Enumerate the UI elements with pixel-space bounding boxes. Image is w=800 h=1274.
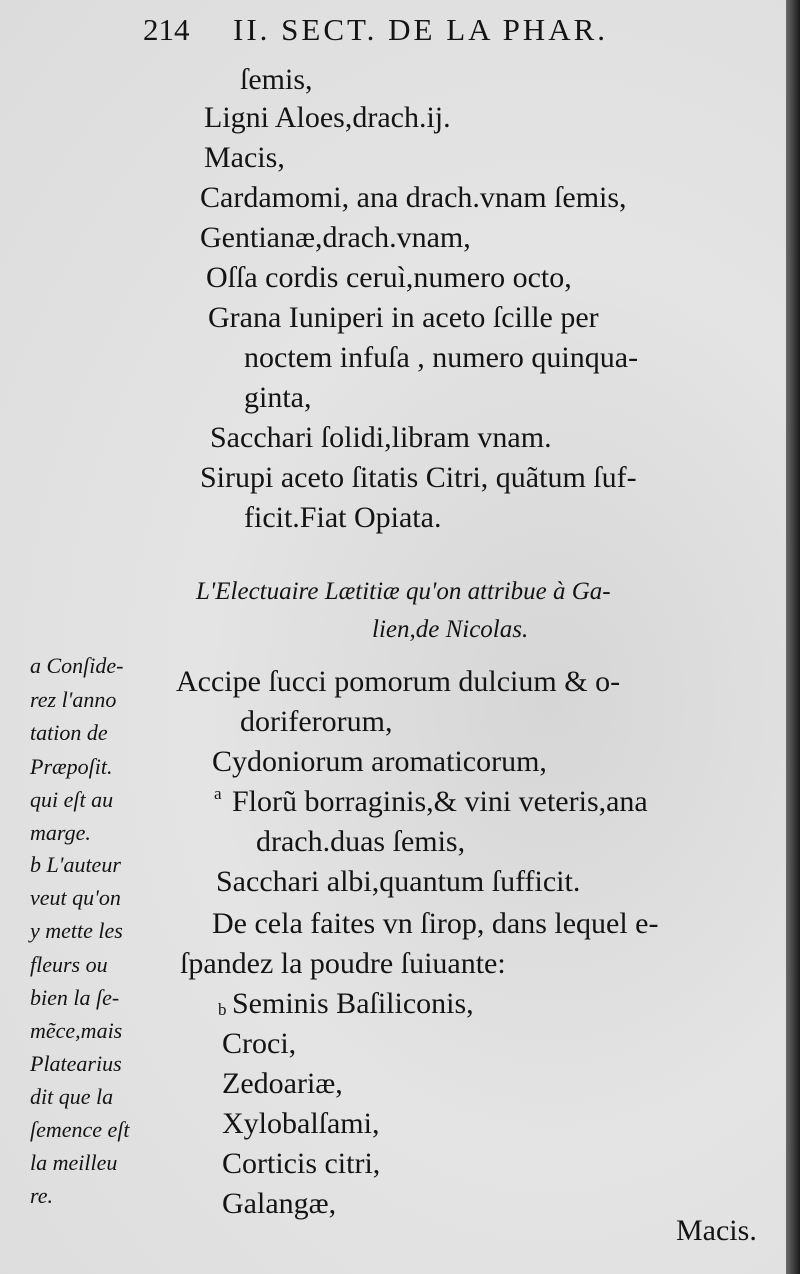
margin-note-line: Platearius bbox=[30, 1051, 122, 1076]
margin-note-line: Præpoſit. bbox=[30, 754, 113, 779]
recipe-line: Sirupi aceto ſitatis Citri, quãtum ſuf- bbox=[200, 461, 637, 494]
recipe-line: Corticis citri, bbox=[222, 1147, 381, 1180]
recipe-line: Galangæ, bbox=[222, 1187, 337, 1220]
margin-note-line: rez l'anno bbox=[30, 687, 117, 712]
margin-note-line: y mette les bbox=[30, 918, 123, 943]
recipe-line: Grana Iuniperi in aceto ſcille per bbox=[208, 301, 599, 334]
recipe-line: De cela faites vn ſirop, dans lequel e- bbox=[212, 907, 659, 940]
margin-note-line: dit que la bbox=[30, 1084, 114, 1109]
catchword: Macis. bbox=[676, 1214, 757, 1247]
recipe-line: drach.duas ſemis, bbox=[256, 825, 466, 858]
margin-note-line: b L'auteur bbox=[30, 852, 121, 877]
recipe-line: Accipe ſucci pomorum dulcium & o- bbox=[176, 665, 621, 698]
recipe-line: Sacchari ſolidi,libram vnam. bbox=[210, 421, 552, 454]
recipe-line: Macis, bbox=[204, 141, 285, 174]
recipe-line: ginta, bbox=[244, 381, 312, 414]
recipe-line: Seminis Baſiliconis, bbox=[232, 987, 474, 1020]
page-number: 214 bbox=[143, 12, 190, 47]
recipe-line: Florũ borraginis,& vini veteris,ana bbox=[232, 785, 648, 818]
note-mark-a: a bbox=[214, 784, 222, 803]
margin-note-line: fleurs ou bbox=[30, 952, 108, 977]
recipe-line: Sacchari albi,quantum ſufficit. bbox=[216, 865, 581, 898]
heading-line: L'Electuaire Lætitiæ qu'on attribue à Ga- bbox=[196, 578, 611, 605]
recipe-line: Croci, bbox=[222, 1027, 297, 1060]
margin-note-line: veut qu'on bbox=[30, 885, 121, 910]
margin-note-line: marge. bbox=[30, 820, 91, 845]
recipe-line: ſpandez la poudre ſuiuante: bbox=[180, 947, 506, 980]
margin-note-line: bien la ſe- bbox=[30, 985, 120, 1010]
margin-note-line: tation de bbox=[30, 720, 108, 745]
note-mark-b: b bbox=[218, 1000, 227, 1019]
heading-line: lien,de Nicolas. bbox=[372, 616, 529, 643]
margin-note-line: qui eſt au bbox=[30, 787, 114, 812]
recipe-line: Oſſa cordis ceruì,numero octo, bbox=[206, 261, 572, 294]
margin-note-line: ſemence eſt bbox=[30, 1117, 130, 1142]
recipe-line: noctem infuſa , numero quinqua- bbox=[244, 341, 639, 374]
page-header bbox=[143, 12, 743, 52]
recipe-line: Xylobalſami, bbox=[222, 1107, 380, 1140]
recipe-line: Gentianæ,drach.vnam, bbox=[200, 221, 471, 254]
margin-note-line: mẽce,mais bbox=[30, 1018, 123, 1043]
margin-note-line: la meilleu bbox=[30, 1150, 118, 1175]
running-title: II. SECT. DE LA PHAR. bbox=[233, 12, 609, 47]
margin-note-line: re. bbox=[30, 1183, 54, 1208]
recipe-line: doriferorum, bbox=[240, 705, 393, 738]
recipe-line: Zedoariæ, bbox=[222, 1067, 343, 1100]
margin-note-line: a Conſide- bbox=[30, 653, 124, 678]
page-edge-shadow bbox=[786, 0, 800, 1274]
recipe-line: ſemis, bbox=[240, 63, 313, 96]
recipe-line: Cydoniorum aromaticorum, bbox=[212, 745, 547, 778]
recipe-line: Ligni Aloes,drach.ij. bbox=[204, 101, 451, 134]
recipe-line: Cardamomi, ana drach.vnam ſemis, bbox=[200, 181, 627, 214]
recipe-line: ficit.Fiat Opiata. bbox=[244, 501, 442, 534]
